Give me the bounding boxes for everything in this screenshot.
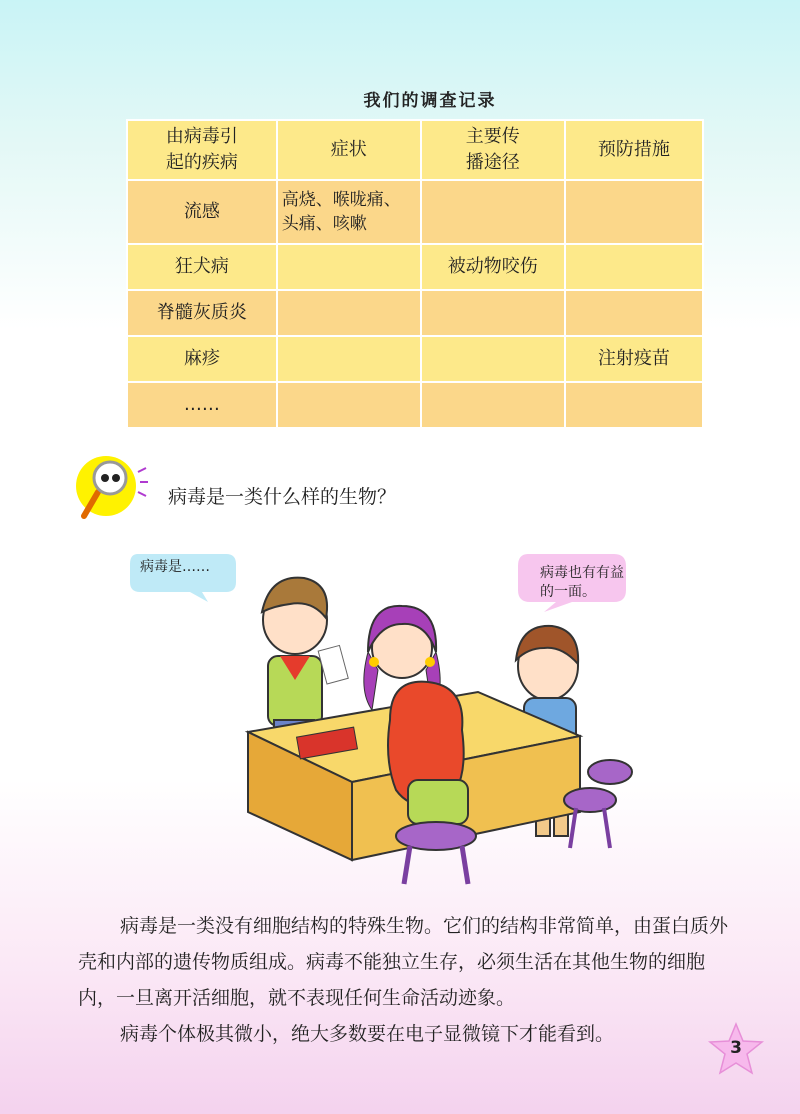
cell-route: [421, 290, 565, 336]
cell-prevention: [565, 382, 703, 428]
cell-symptoms: 高烧、喉咙痛、 头痛、咳嗽: [277, 180, 421, 244]
cell-disease: 流感: [127, 180, 277, 244]
paragraph-2: 病毒个体极其微小，绝大多数要在电子显微镜下才能看到。: [120, 1023, 615, 1045]
survey-table: [126, 119, 704, 429]
header-symptoms: 症状: [277, 120, 421, 180]
cell-symptoms: [277, 290, 421, 336]
body-text: [78, 908, 728, 1052]
header-disease: 由病毒引 起的疾病: [127, 120, 277, 180]
cell-prevention: [565, 180, 703, 244]
page-title: 我们的调查记录: [363, 91, 497, 111]
table-row: [127, 382, 703, 428]
cell-symptoms: [277, 336, 421, 382]
bubble-right-line2: 的一面。: [540, 584, 596, 600]
cell-route: 被动物咬伤: [421, 244, 565, 290]
magnifier-icon: [68, 452, 148, 524]
bubble-left-text: 病毒是……: [140, 559, 210, 575]
page-number: 3: [730, 1038, 742, 1058]
header-prevention: 预防措施: [565, 120, 703, 180]
table-header-row: [127, 120, 703, 180]
cell-disease: 麻疹: [127, 336, 277, 382]
table-row: [127, 290, 703, 336]
cell-route: [421, 336, 565, 382]
cell-disease: ……: [127, 382, 277, 428]
cell-disease: 脊髓灰质炎: [127, 290, 277, 336]
bubble-right-line1: 病毒也有有益: [540, 565, 624, 581]
question-text: 病毒是一类什么样的生物？: [168, 486, 397, 508]
cell-symptoms: [277, 382, 421, 428]
table-row: [127, 336, 703, 382]
stool-back: [588, 760, 632, 784]
cell-disease: 狂犬病: [127, 244, 277, 290]
cell-route: [421, 382, 565, 428]
kids-discussion-illustration: [240, 560, 640, 890]
cell-prevention: [565, 290, 703, 336]
stool-right: [564, 788, 616, 848]
boy-left-figure: [262, 578, 348, 740]
table-row: [127, 180, 703, 244]
cell-route: [421, 180, 565, 244]
table-row: [127, 244, 703, 290]
header-route: 主要传 播途径: [421, 120, 565, 180]
cell-symptoms: [277, 244, 421, 290]
paragraph-1: 病毒是一类没有细胞结构的特殊生物。它们的结构非常简单，由蛋白质外壳和内部的遗传物质组成。病毒不能独立生存，必须生活在其他生物的细胞内，一旦离开活细胞，就不表现任何生命活动迹象。: [78, 915, 729, 1009]
cell-prevention: 注射疫苗: [565, 336, 703, 382]
cell-prevention: [565, 244, 703, 290]
